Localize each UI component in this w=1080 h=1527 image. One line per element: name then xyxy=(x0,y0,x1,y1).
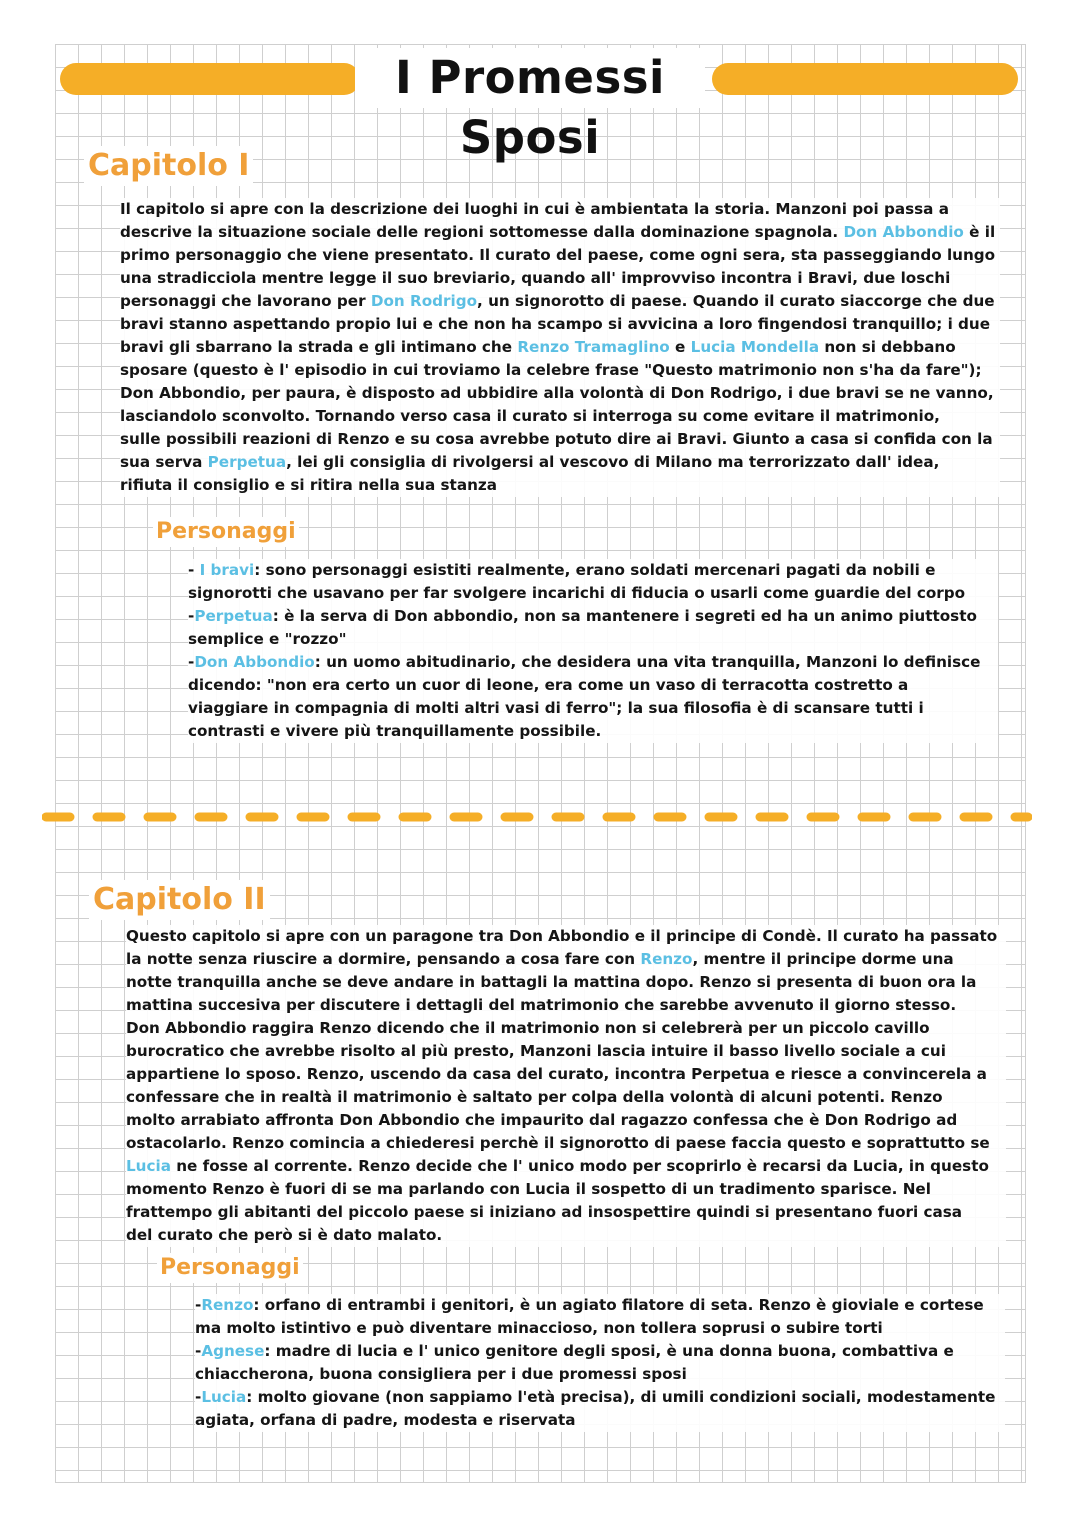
text-segment: - xyxy=(195,1342,202,1360)
text-segment: frattempo gli abitanti del piccolo paese si iniziano ad insospettire quindi si presentano fuori casa xyxy=(126,1203,963,1221)
text-segment: confessare che in realtà il matrimonio è saltato per colpa della volontà di alcuni potenti. Renzo xyxy=(126,1088,943,1106)
text-segment: descrive la situazione sociale delle regioni sottomesse dalla dominazione spagnola. xyxy=(120,223,844,241)
text-line xyxy=(188,582,998,605)
text-line xyxy=(120,405,1000,428)
text-line xyxy=(126,925,1006,948)
character-name: Renzo Tramaglino xyxy=(517,338,670,356)
text-segment: semplice e "rozzo" xyxy=(188,630,347,648)
text-segment: dicendo: "non era certo un cuor di leone, era come un vaso di terracotta costretto a xyxy=(188,676,909,694)
text-line xyxy=(120,382,1000,405)
text-segment: Il capitolo si apre con la descrizione dei luoghi in cui è ambientata la storia. Manzoni poi passa a xyxy=(120,200,949,218)
text-segment: - xyxy=(195,1388,202,1406)
text-segment: , mentre il principe dorme una xyxy=(692,950,954,968)
text-line xyxy=(120,474,1000,497)
text-segment: ma molto istintivo e può diventare minaccioso, non tollera soprusi o subire torti xyxy=(195,1319,883,1337)
text-line xyxy=(126,1063,1006,1086)
text-line xyxy=(195,1386,1005,1409)
text-line xyxy=(126,1086,1006,1109)
text-line xyxy=(120,359,1000,382)
text-line xyxy=(195,1363,1005,1386)
text-segment: - xyxy=(195,1296,202,1314)
text-segment: signorotti che usavano per far svolgere incarichi di fiducia o usarli come guardie del corpo xyxy=(188,584,966,602)
text-segment: - xyxy=(188,653,195,671)
text-segment: è il xyxy=(963,223,996,241)
text-line xyxy=(188,628,998,651)
chapter-1-heading: Capitolo I xyxy=(84,146,253,186)
text-segment: : è la serva di Don abbondio, non sa mantenere i segreti ed ha un animo piuttosto xyxy=(272,607,977,625)
text-line xyxy=(195,1340,1005,1363)
text-segment: mattina succesiva per discutere i dettagli del matrimonio che sarebbe avvenuto il giorno stesso. xyxy=(126,996,957,1014)
text-segment: : orfano di entrambi i genitori, è un agiato filatore di seta. Renzo è gioviale e cortese xyxy=(253,1296,984,1314)
chapter-2-text xyxy=(126,925,1006,1247)
text-line xyxy=(188,697,998,720)
text-segment: contrasti e vivere più tranquillamente possibile. xyxy=(188,722,602,740)
text-line xyxy=(120,244,1000,267)
text-segment: - xyxy=(188,607,195,625)
page-title: I Promessi Sposi xyxy=(355,48,705,108)
text-line xyxy=(120,267,1000,290)
text-segment: ostacolarlo. Renzo comincia a chiederesi perchè il signorotto di paese faccia questo e soprattutto se xyxy=(126,1134,990,1152)
text-segment: Don Abbondio, per paura, è disposto ad ubbidire alla volontà di Don Rodrigo, i due bravi se ne vanno, xyxy=(120,384,994,402)
text-segment: momento Renzo è fuori di se ma parlando con Lucia il sospetto di un tradimento sparisce. Nel xyxy=(126,1180,931,1198)
text-line xyxy=(188,559,998,582)
chapter-2-heading: Capitolo II xyxy=(89,880,270,920)
character-name: Lucia xyxy=(126,1157,171,1175)
text-line xyxy=(126,1201,1006,1224)
text-line xyxy=(126,1040,1006,1063)
text-segment: agiata, orfana di padre, modesta e riservata xyxy=(195,1411,576,1429)
text-segment: sua serva xyxy=(120,453,208,471)
text-segment: : madre di lucia e l' unico genitore degli sposi, è una donna buona, combattiva e xyxy=(264,1342,954,1360)
text-line xyxy=(126,994,1006,1017)
text-line xyxy=(126,1017,1006,1040)
text-segment: e xyxy=(669,338,691,356)
title-bar-right xyxy=(712,63,1018,95)
character-name: Don Abbondio xyxy=(843,223,964,241)
character-name: Perpetua xyxy=(194,607,273,625)
text-segment: sulle possibili reazioni di Renzo e su cosa avrebbe potuto dire ai Bravi. Giunto a casa si confida con la xyxy=(120,430,993,448)
text-segment: notte tranquilla anche se deve andare in battagli la mattina dopo. Renzo si presenta di buon ora la xyxy=(126,973,977,991)
text-line xyxy=(188,651,998,674)
text-segment: : un uomo abitudinario, che desidera una vita tranquilla, Manzoni lo definisce xyxy=(314,653,981,671)
text-segment: non si debbano xyxy=(819,338,956,356)
chapter-1-characters-list xyxy=(188,559,998,743)
text-segment: : molto giovane (non sappiamo l'età precisa), di umili condizioni sociali, modestamente xyxy=(246,1388,996,1406)
text-line xyxy=(120,336,1000,359)
character-name: Lucia xyxy=(201,1388,247,1406)
section-divider xyxy=(42,812,1032,822)
text-line xyxy=(126,1132,1006,1155)
text-segment: Questo capitolo si apre con un paragone tra Don Abbondio e il principe di Condè. Il curato ha passato xyxy=(126,927,998,945)
text-line xyxy=(126,1109,1006,1132)
text-segment: una stradicciola mentre legge il suo breviario, quando all' improvviso incontra i Bravi, due loschi xyxy=(120,269,951,287)
text-line xyxy=(120,428,1000,451)
text-line xyxy=(195,1317,1005,1340)
text-segment: lasciandolo sconvolto. Tornando verso casa il curato si interroga su come evitare il matrimonio, xyxy=(120,407,940,425)
character-name: Renzo xyxy=(201,1296,254,1314)
text-segment: , un signorotto di paese. Quando il curato siaccorge che due xyxy=(477,292,995,310)
text-segment: appartiene lo sposo. Renzo, uscendo da casa del curato, incontra Perpetua e riesce a convincerela a xyxy=(126,1065,987,1083)
text-segment: Don Abbondio raggira Renzo dicendo che il matrimonio non si celebrerà per un piccolo cavillo xyxy=(126,1019,930,1037)
character-name: Agnese xyxy=(201,1342,265,1360)
character-name: Perpetua xyxy=(207,453,287,471)
text-line xyxy=(195,1409,1005,1432)
text-segment: la notte senza riuscire a dormire, pensando a cosa fare con xyxy=(126,950,641,968)
text-line xyxy=(120,451,1000,474)
text-line xyxy=(195,1294,1005,1317)
text-line xyxy=(126,971,1006,994)
chapter-2-characters-heading: Personaggi xyxy=(157,1253,303,1283)
text-line xyxy=(120,221,1000,244)
chapter-1-characters-heading: Personaggi xyxy=(153,517,299,547)
text-segment: sposare (questo è l' episodio in cui troviamo la celebre frase "Questo matrimonio non s'ha da fare"); xyxy=(120,361,982,379)
text-line xyxy=(126,1224,1006,1247)
text-segment: ne fosse al corrente. Renzo decide che l' unico modo per scoprirlo è recarsi da Lucia, in questo xyxy=(170,1157,989,1175)
text-segment: - xyxy=(188,561,200,579)
text-line xyxy=(120,313,1000,336)
text-segment: personaggi che lavorano per xyxy=(120,292,371,310)
character-name: Lucia Mondella xyxy=(690,338,820,356)
text-line xyxy=(188,605,998,628)
text-segment: , lei gli consiglia di rivolgersi al vescovo di Milano ma terrorizzato dall' idea, xyxy=(286,453,940,471)
text-segment: burocratico che avrebbe risolto al più presto, Manzoni lascia intuire il basso livello sociale a cui xyxy=(126,1042,946,1060)
character-name: Renzo xyxy=(640,950,693,968)
text-segment: molto arrabiato affronta Don Abbondio che impaurito dal ragazzo confessa che è Don Rodrigo ad xyxy=(126,1111,958,1129)
chapter-2-characters-list xyxy=(195,1294,1005,1432)
text-segment: chiaccherona, buona consigliera per i due promessi sposi xyxy=(195,1365,687,1383)
character-name: Don Abbondio xyxy=(194,653,315,671)
text-line xyxy=(120,290,1000,313)
text-line xyxy=(188,720,998,743)
title-bar-left xyxy=(60,63,360,95)
text-segment: bravi gli sbarrano la strada e gli intimano che xyxy=(120,338,518,356)
text-segment: primo personaggio che viene presentato. Il curato del paese, come ogni sera, sta passeggiando lungo xyxy=(120,246,996,264)
character-name: I bravi xyxy=(199,561,255,579)
text-line xyxy=(188,674,998,697)
text-line xyxy=(126,1178,1006,1201)
text-line xyxy=(126,1155,1006,1178)
character-name: Don Rodrigo xyxy=(370,292,478,310)
text-segment: viaggiare in compagnia di molti altri vasi di ferro"; la sua filosofia è di scansare tutti i xyxy=(188,699,924,717)
text-segment: rifiuta il consiglio e si ritira nella sua stanza xyxy=(120,476,497,494)
text-line xyxy=(126,948,1006,971)
text-line xyxy=(120,198,1000,221)
text-segment: : sono personaggi esistiti realmente, erano soldati mercenari pagati da nobili e xyxy=(254,561,936,579)
text-segment: del curato che però si è dato malato. xyxy=(126,1226,443,1244)
text-segment: bravi stanno aspettando propio lui e che non ha scampo si avvicina a loro fingendosi tranquillo; i due xyxy=(120,315,991,333)
chapter-1-text xyxy=(120,198,1000,497)
